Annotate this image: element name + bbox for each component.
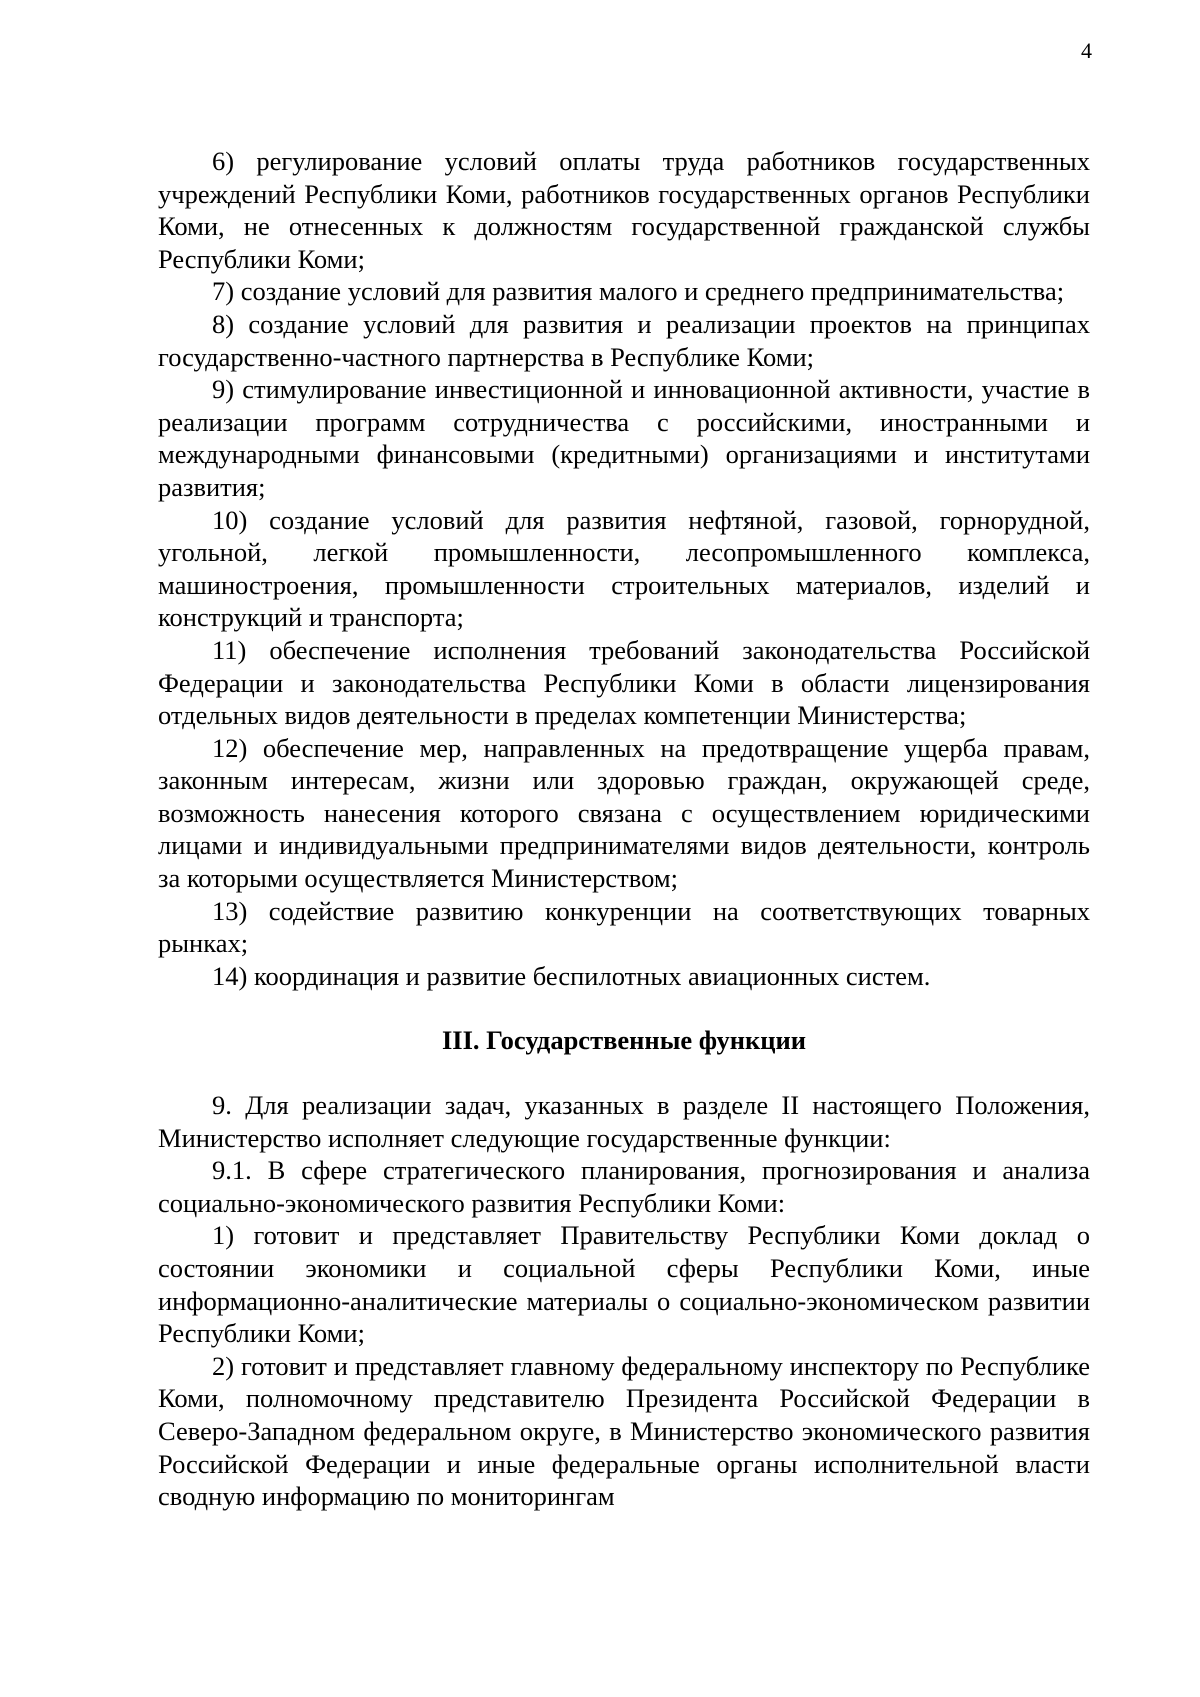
task-item-13: 13) содействие развитию конкуренции на соответствующих товарных рынках; <box>158 895 1090 959</box>
task-item-9: 9) стимулирование инвестиционной и инновационной активности, участие в реализации программ сотрудничества с российскими, иностранными и международными финансовыми (кредитными) организациями и институтами развития; <box>158 374 1090 502</box>
function-paragraph-9-1: 9.1. В сфере стратегического планирования, прогнозирования и анализа социально-экономического развития Республики Коми: <box>158 1155 1090 1218</box>
function-paragraph-9: 9. Для реализации задач, указанных в разделе II настоящего Положения, Министерство исполняет следующие государственные функции: <box>158 1090 1090 1153</box>
function-item-1: 1) готовит и представляет Правительству Республики Коми доклад о состоянии экономики и социальной сферы Республики Коми, иные информационно-аналитические материалы о социально-экономическом развитии Республики Коми; <box>158 1220 1090 1349</box>
task-item-12: 12) обеспечение мер, направленных на предотвращение ущерба правам, законным интересам, жизни или здоровью граждан, окружающей среде, возможность нанесения которого связана с осуществлением юридическими лицами и индивидуальными предпринимателями видов деятельности, контроль за которыми осуществляется Министерством; <box>158 732 1090 894</box>
function-item-2: 2) готовит и представляет главному федеральному инспектору по Республике Коми, полномочному представителю Президента Российской Федерации в Северо-Западном федеральном округе, в Министерство экономического развития Российской Федерации и иные федеральные органы исполнительной власти сводную информацию по мониторингам <box>158 1350 1090 1512</box>
task-item-11: 11) обеспечение исполнения требований законодательства Российской Федерации и законодательства Республики Коми в области лицензирования отдельных видов деятельности в пределах компетенции Министерства; <box>158 634 1090 731</box>
page-number: 4 <box>1081 38 1092 63</box>
task-item-7: 7) создание условий для развития малого и среднего предпринимательства; <box>212 276 1065 307</box>
task-item-14: 14) координация и развитие беспилотных авиационных систем. <box>212 960 931 991</box>
section-heading: III. Государственные функции <box>441 1025 807 1056</box>
task-item-6: 6) регулирование условий оплаты труда работников государственных учреждений Республики Коми, работников государственных органов Республики Коми, не отнесенных к должностям государственной гражданской службы Республики Коми; <box>158 146 1090 274</box>
task-item-8: 8) создание условий для развития и реализации проектов на принципах государственно-частного партнерства в Республике Коми; <box>158 308 1090 372</box>
document-body <box>158 145 1090 1513</box>
task-item-10: 10) создание условий для развития нефтяной, газовой, горнорудной, угольной, легкой промышленности, лесопромышленного комплекса, машиностроения, промышленности строительных материалов, изделий и конструкций и транспорта; <box>158 504 1090 633</box>
